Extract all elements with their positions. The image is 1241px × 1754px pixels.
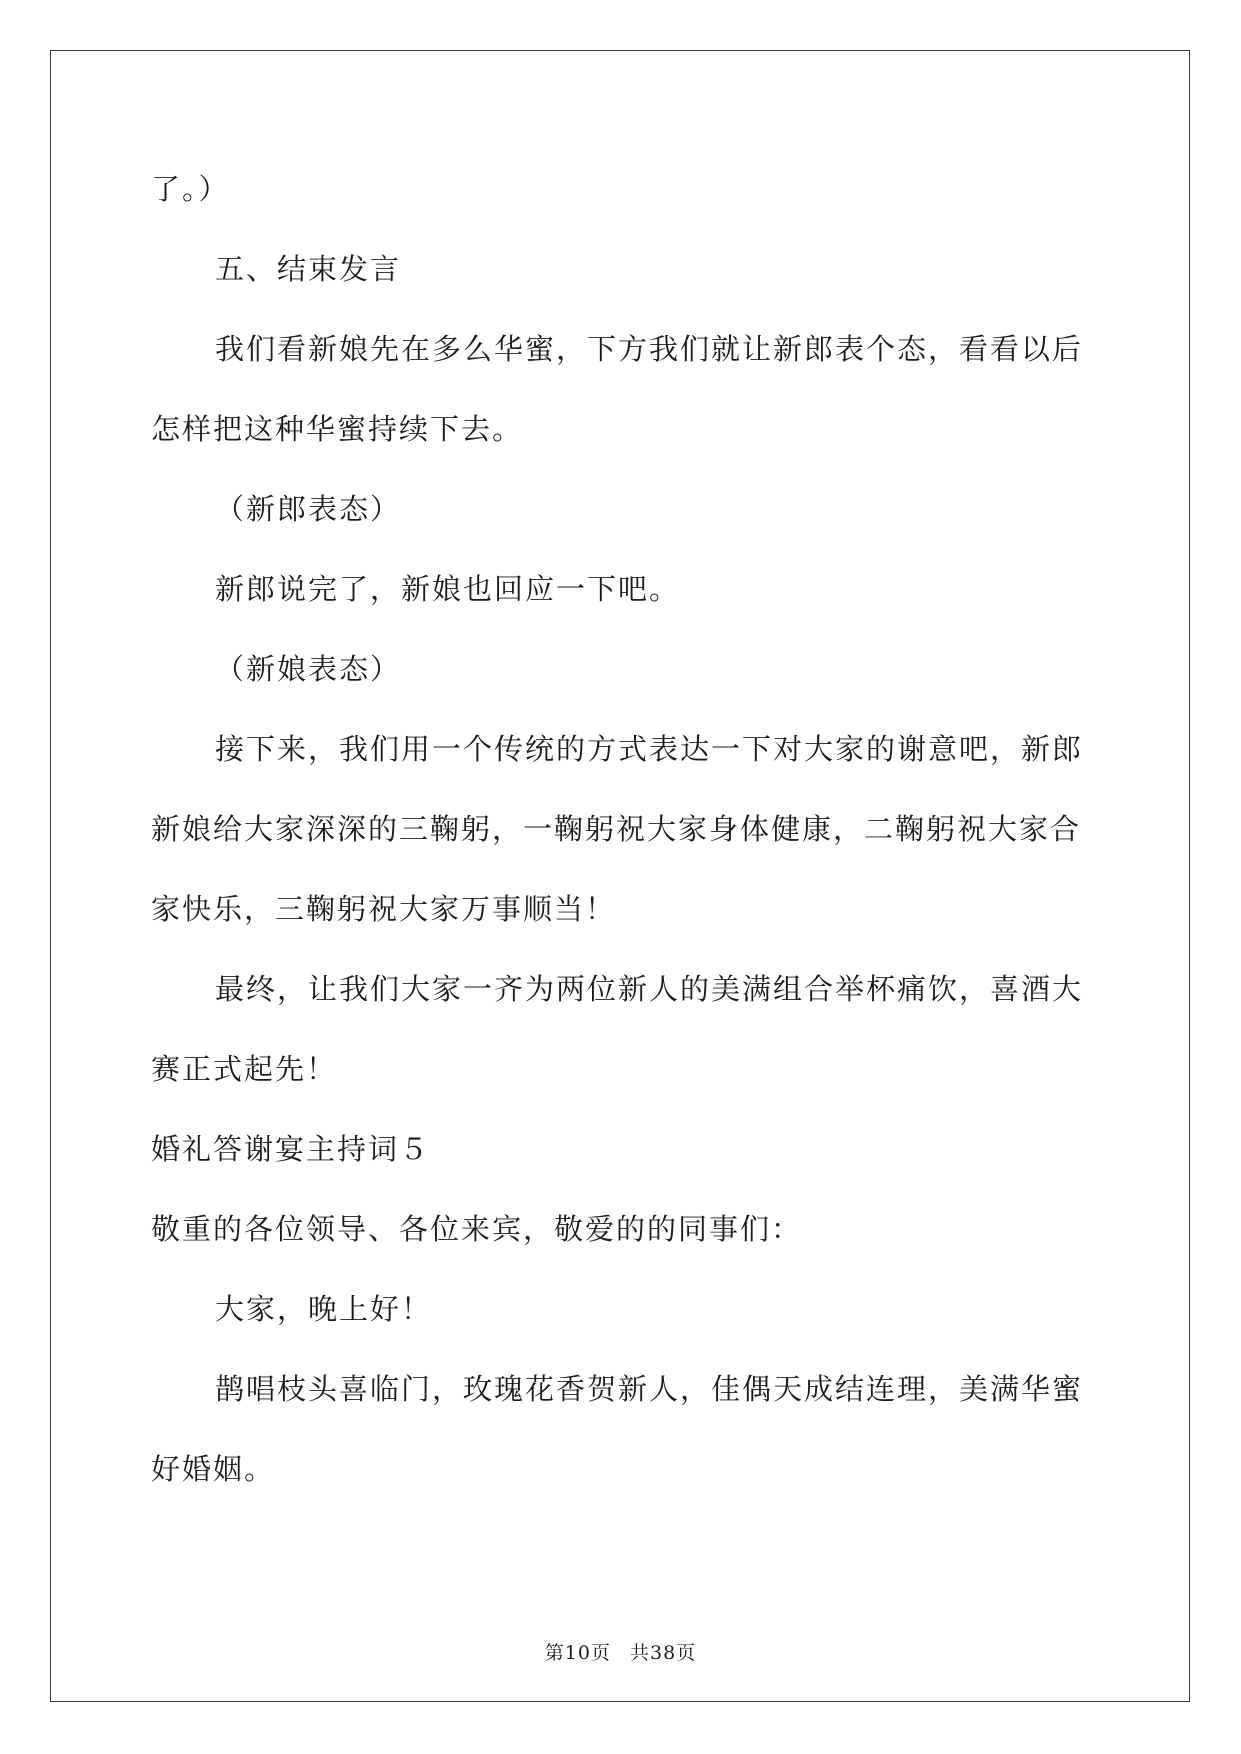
paragraph-line: 赛正式起先！ [151, 1052, 338, 1086]
paragraph-line: 我们看新娘先在多么华蜜，下方我们就让新郎表个态，看看以后 [215, 332, 1084, 366]
paragraph-line: 怎样把这种华蜜持续下去。 [151, 412, 524, 446]
page-footer [0, 1638, 1241, 1665]
total-pages-label: 共38页 [630, 1642, 697, 1664]
paragraph-line: （新娘表态） [215, 652, 402, 686]
section-heading: 五、结束发言 [215, 252, 402, 286]
paragraph-line: 接下来，我们用一个传统的方式表达一下对大家的谢意吧，新郎 [215, 732, 1084, 766]
paragraph-line: 鹊唱枝头喜临门，玫瑰花香贺新人，佳偶天成结连理，美满华蜜 [215, 1372, 1084, 1406]
paragraph-line: 新郎说完了，新娘也回应一下吧。 [215, 572, 681, 606]
paragraph-line: 最终，让我们大家一齐为两位新人的美满组合举杯痛饮，喜酒大 [215, 972, 1084, 1006]
paragraph-line: 家快乐，三鞠躬祝大家万事顺当！ [151, 892, 617, 926]
current-page-label: 第10页 [544, 1642, 611, 1664]
paragraph-line: 了。） [151, 172, 230, 206]
paragraph-line: 好婚姻。 [151, 1452, 276, 1486]
paragraph-line: 大家，晚上好！ [215, 1292, 433, 1326]
paragraph-line: （新郎表态） [215, 492, 402, 526]
salutation-line: 敬重的各位领导、各位来宾，敬爱的的同事们： [151, 1212, 803, 1246]
section-title: 婚礼答谢宴主持词５ [151, 1132, 431, 1166]
paragraph-line: 新娘给大家深深的三鞠躬，一鞠躬祝大家身体健康，二鞠躬祝大家合 [151, 812, 1082, 846]
